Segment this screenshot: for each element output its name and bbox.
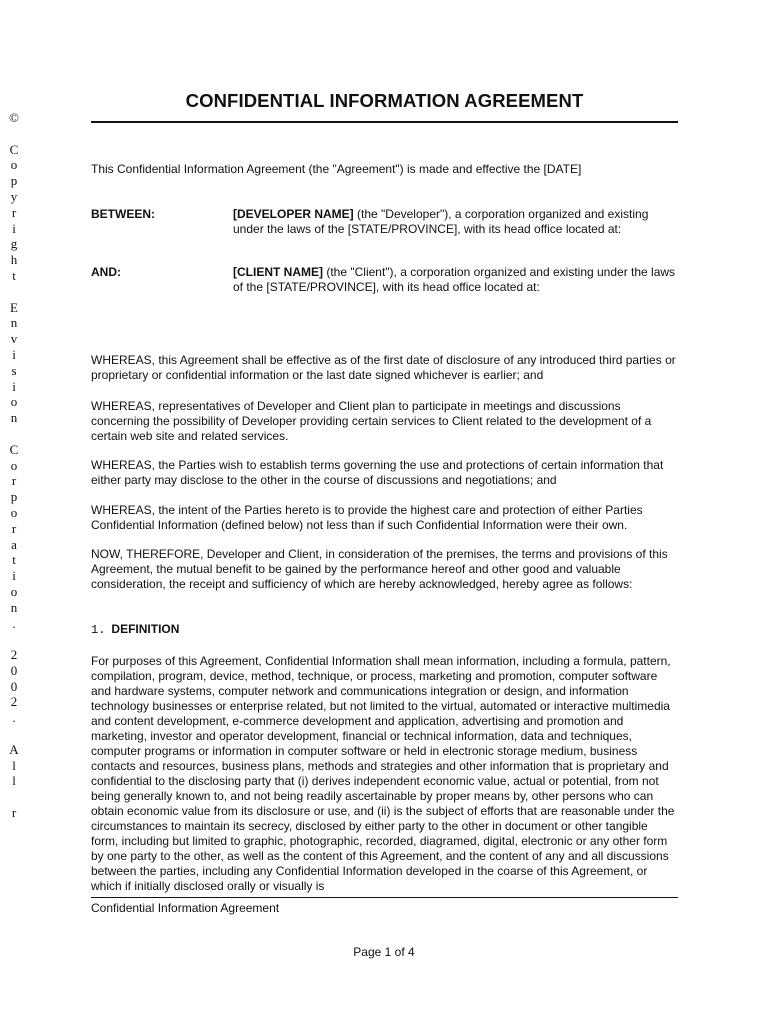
copyright-char bbox=[7, 426, 21, 442]
copyright-char: i bbox=[12, 346, 16, 362]
copyright-char: r bbox=[11, 805, 17, 821]
whereas-paragraph: WHEREAS, this Agreement shall be effective as of the first date of disclosure of any introduced third parties or proprietary or confidential information or the last date signed whichever is earlier; and bbox=[91, 353, 676, 382]
copyright-char bbox=[7, 631, 21, 647]
copyright-char: r bbox=[11, 520, 17, 536]
copyright-char: g bbox=[10, 236, 18, 252]
copyright-char: 2 bbox=[10, 694, 18, 710]
copyright-char bbox=[7, 789, 21, 805]
copyright-char: n bbox=[10, 599, 18, 615]
developer-name: [DEVELOPER NAME] bbox=[233, 207, 354, 221]
whereas-paragraph: WHEREAS, the intent of the Parties hereto is to provide the highest care and protection of either Parties Confidential Information (defined below) not less than if such Confidential Information were their own. bbox=[91, 503, 643, 532]
copyright-char: 2 bbox=[10, 647, 18, 663]
copyright-char: © bbox=[9, 110, 19, 125]
whereas-paragraph: WHEREAS, the Parties wish to establish terms governing the use and protections of certain information that either party may disclose to the other in the course of discussions and negotiations; and bbox=[91, 458, 664, 487]
whereas-paragraph: WHEREAS, representatives of Developer and Client plan to participate in meetings and discussions concerning the possibility of Developer providing certain services to Client related to the development of a certain web site and related services. bbox=[91, 399, 652, 443]
copyright-char: . bbox=[12, 710, 16, 726]
copyright-char: 0 bbox=[10, 678, 18, 694]
copyright-char: C bbox=[9, 441, 19, 457]
definition-paragraph: For purposes of this Agreement, Confidential Information shall mean information, including a formula, pattern, compilation, program, device, method, technique, or process, marketing and promotion, computer software and hardware systems, computer network and communications integration or design, and information technology businesses or enterprise related, but not limited to the virtual, automated or interactive multimedia and content development, e-commerce development and application, advertising and promotion and marketing, investor and operator development, financial or technical information, data and techniques, computer programs or information in computer software or held in electronic storage medium, business contacts and resources, business plans, methods and strategies and other information that is proprietary and confidential to the disclosing party that (i) derives independent economic value, actual or potential, from not being generally known to, and not being readily ascertainable by proper means by, other persons who can obtain economic value from its disclosure or use, and (ii) is the subject of efforts that are reasonable under the circumstances to maintain its secrecy, disclosed by either party to the other in document or other tangible form, including but limited to graphic, photographic, recorded, diagramed, digital, electronic or any other form by one party to the other, as well as the content of this Agreement, and the content of any and all discussions between the parties, including any Confidential Information developed in the coarse of this Agreement, or which if initially disclosed orally or visually is bbox=[91, 654, 675, 893]
copyright-char: v bbox=[10, 331, 18, 347]
copyright-char: n bbox=[10, 315, 18, 331]
copyright-char bbox=[7, 126, 21, 142]
copyright-char: i bbox=[12, 220, 16, 236]
copyright-char bbox=[7, 284, 21, 300]
copyright-char: n bbox=[10, 410, 18, 426]
copyright-char: 0 bbox=[10, 662, 18, 678]
copyright-char bbox=[7, 726, 21, 742]
and-text: [CLIENT NAME] (the "Client"), a corporation organized and existing under the laws of the [STATE/PROVINCE], with its head office located at: bbox=[233, 265, 676, 294]
intro-paragraph: This Confidential Information Agreement (the "Agreement") is made and effective the [DATE] bbox=[91, 162, 582, 176]
footer-title: Confidential Information Agreement bbox=[91, 901, 280, 915]
page-number: Page 1 of 4 bbox=[353, 945, 415, 959]
copyright-char: h bbox=[10, 252, 18, 268]
footer-divider bbox=[91, 897, 678, 898]
document-title: CONFIDENTIAL INFORMATION AGREEMENT bbox=[91, 90, 678, 123]
copyright-char: p bbox=[10, 489, 18, 505]
client-name: [CLIENT NAME] bbox=[233, 265, 323, 279]
copyright-char: A bbox=[9, 741, 19, 757]
section-number: 1. bbox=[91, 623, 106, 637]
copyright-char: o bbox=[10, 457, 18, 473]
vertical-copyright-notice bbox=[7, 110, 21, 821]
between-label: BETWEEN: bbox=[91, 207, 155, 221]
party-between bbox=[91, 207, 678, 237]
copyright-char: o bbox=[10, 157, 18, 173]
and-label: AND: bbox=[91, 265, 121, 279]
copyright-char: . bbox=[12, 615, 16, 631]
copyright-char: l bbox=[12, 773, 16, 789]
copyright-char: t bbox=[12, 552, 16, 568]
now-therefore-paragraph: NOW, THEREFORE, Developer and Client, in consideration of the premises, the terms and provisions of this Agreement, the mutual benefit to be gained by the performance hereof and other good and valuable consideration, the receipt and sufficiency of which are hereby acknowledged, hereby agree as follows: bbox=[91, 547, 668, 591]
between-text: [DEVELOPER NAME] (the "Developer"), a corporation organized and existing under the laws of the [STATE/PROVINCE], with its head office located at: bbox=[233, 207, 649, 236]
copyright-char: y bbox=[10, 188, 18, 204]
copyright-char: o bbox=[10, 504, 18, 520]
copyright-char: C bbox=[9, 141, 19, 157]
copyright-char: i bbox=[12, 378, 16, 394]
copyright-char: E bbox=[10, 299, 18, 315]
copyright-char: t bbox=[12, 267, 16, 283]
copyright-char: r bbox=[11, 204, 17, 220]
copyright-char: o bbox=[10, 394, 18, 410]
copyright-char: r bbox=[11, 473, 17, 489]
copyright-char: p bbox=[10, 173, 18, 189]
copyright-char: a bbox=[11, 536, 17, 552]
section-heading bbox=[91, 622, 179, 637]
party-and bbox=[91, 265, 678, 295]
copyright-char: o bbox=[10, 583, 18, 599]
copyright-char: l bbox=[12, 757, 16, 773]
copyright-char: i bbox=[12, 568, 16, 584]
copyright-char: s bbox=[11, 362, 17, 378]
section-title: DEFINITION bbox=[111, 622, 180, 636]
document-page bbox=[91, 90, 678, 893]
